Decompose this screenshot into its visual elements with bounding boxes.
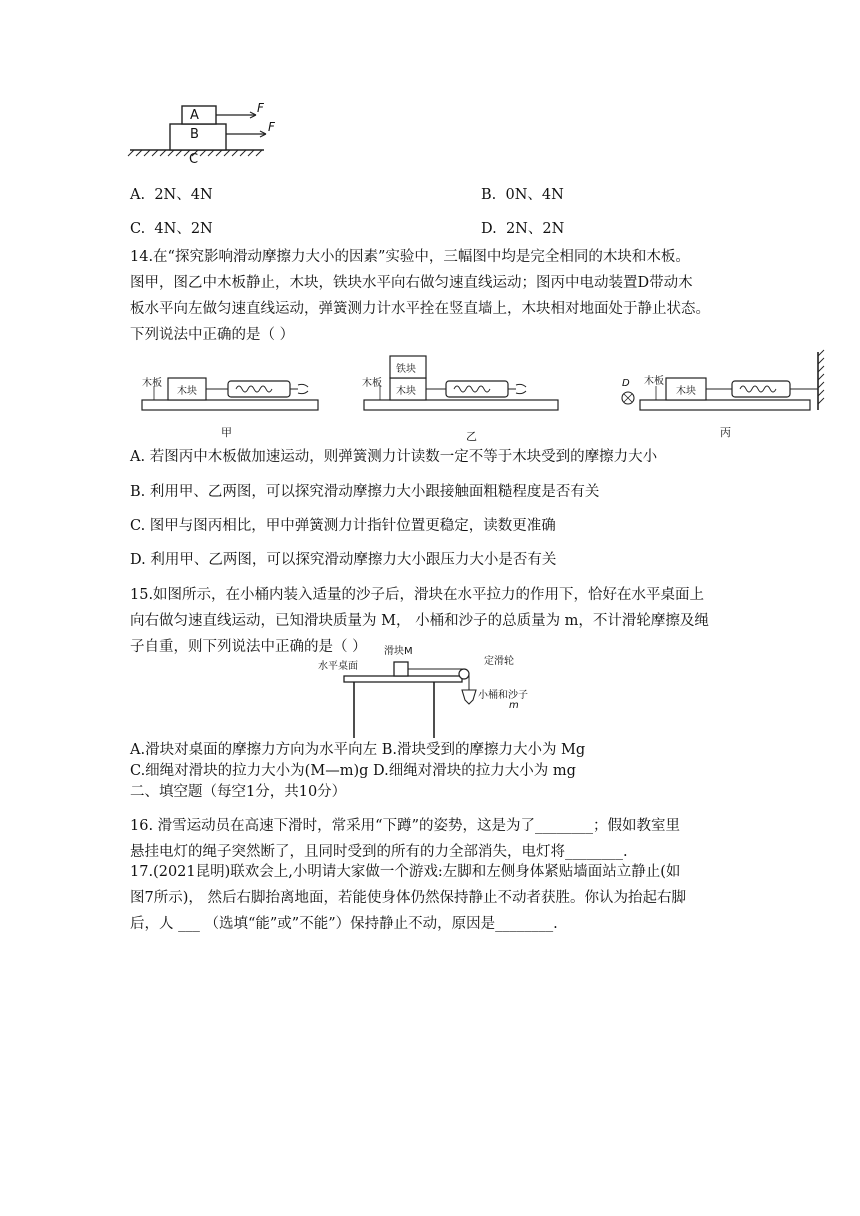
- label-desk: 水平桌面: [318, 661, 358, 672]
- label-force-a: F: [257, 101, 264, 115]
- label-force-b: F: [268, 120, 275, 134]
- label-pulley: 定滑轮: [484, 656, 514, 667]
- q16: 16. 滑雪运动员在高速下滑时，常采用“下蹲”的姿势，这是为了________；假如教室里 悬挂电灯的绳子突然断了，且同时受到的所有的力全部消失，电灯将________.: [130, 818, 680, 860]
- label-block-b: B: [190, 127, 199, 142]
- label-block-yi: 木块: [396, 386, 416, 397]
- q13-option-c: C. 4N、2N: [130, 221, 213, 237]
- label-block-a: A: [190, 108, 199, 123]
- label-bucket-mass: m: [509, 700, 519, 711]
- q14-stem: 14.在“探究影响滑动摩擦力大小的因素”实验中，三幅图中均是完全相同的木块和木板。 图甲，图乙中木板静止，木块，铁块水平向右做匀速直线运动；图丙中电动装置D带动木 板水平向左做匀速直线运动，弹簧测力计水平拴在竖直墙上，木块相对地面处于静止状态。 下列说法中正确的是（ ）: [130, 249, 710, 343]
- figure-friction-experiments: [136, 350, 836, 416]
- label-board-yi: 木板: [362, 378, 382, 389]
- label-ground-c: C: [189, 152, 199, 167]
- block-a: [182, 106, 216, 124]
- q15-options-cd: C.细绳对滑块的拉力大小为(M—m)g D.细绳对滑块的拉力大小为 mg: [130, 763, 576, 779]
- label-iron-yi: 铁块: [396, 364, 416, 375]
- label-bucket: 小桶和沙子: [478, 690, 528, 701]
- figure-stacked-blocks: [128, 98, 288, 170]
- figure-jia: [142, 378, 318, 410]
- q15-options-ab: A.滑块对桌面的摩擦力方向为水平向左 B.滑块受到的摩擦力大小为 Mg: [130, 742, 586, 758]
- q13-option-d: D. 2N、2N: [481, 221, 565, 237]
- label-slider: 滑块M: [384, 646, 413, 657]
- label-device-d: D: [622, 378, 630, 389]
- q14-option-d: D. 利用甲、乙两图，可以探究滑动摩擦力大小跟压力大小是否有关: [130, 552, 557, 568]
- caption-jia: 甲: [221, 426, 232, 439]
- q17: 17.(2021昆明)联欢会上,小明请大家做一个游戏:左脚和左侧身体紧贴墙面站立静止(如 图7所示)， 然后右脚抬离地面，若能使身体仍然保持静止不动者获胜。你认为抬起右脚 后，人 ___ （选填“能”或”不能”）保持静止不动，原因是________.: [130, 864, 686, 932]
- q14-option-c: C. 图甲与图丙相比，甲中弹簧测力计指针位置更稳定，读数更准确: [130, 518, 556, 534]
- label-board-bing: 木板: [644, 376, 664, 387]
- caption-yi: 乙: [466, 430, 477, 443]
- label-block-jia: 木块: [177, 386, 197, 397]
- q13-option-b: B. 0N、4N: [481, 187, 564, 203]
- q13-option-a: A. 2N、4N: [130, 187, 213, 203]
- label-board-jia: 木板: [142, 378, 162, 389]
- q14-option-b: B. 利用甲、乙两图，可以探究滑动摩擦力大小跟接触面粗糙程度是否有关: [130, 484, 600, 500]
- q14-option-a: A. 若图丙中木板做加速运动，则弹簧测力计读数一定不等于木块受到的摩擦力大小: [130, 449, 658, 465]
- q15-stem: 15.如图所示，在小桶内装入适量的沙子后，滑块在水平拉力的作用下，恰好在水平桌面上 向右做匀速直线运动，已知滑块质量为 M， 小桶和沙子的总质量为 m，不计滑轮摩擦及绳 子自重，则下列说法中正确的是（ ）: [130, 587, 709, 655]
- label-block-bing: 木块: [676, 386, 696, 397]
- section-title: 二、填空题（每空1分，共10分）: [130, 784, 347, 800]
- figure-yi: [364, 356, 558, 410]
- caption-bing: 丙: [720, 426, 731, 439]
